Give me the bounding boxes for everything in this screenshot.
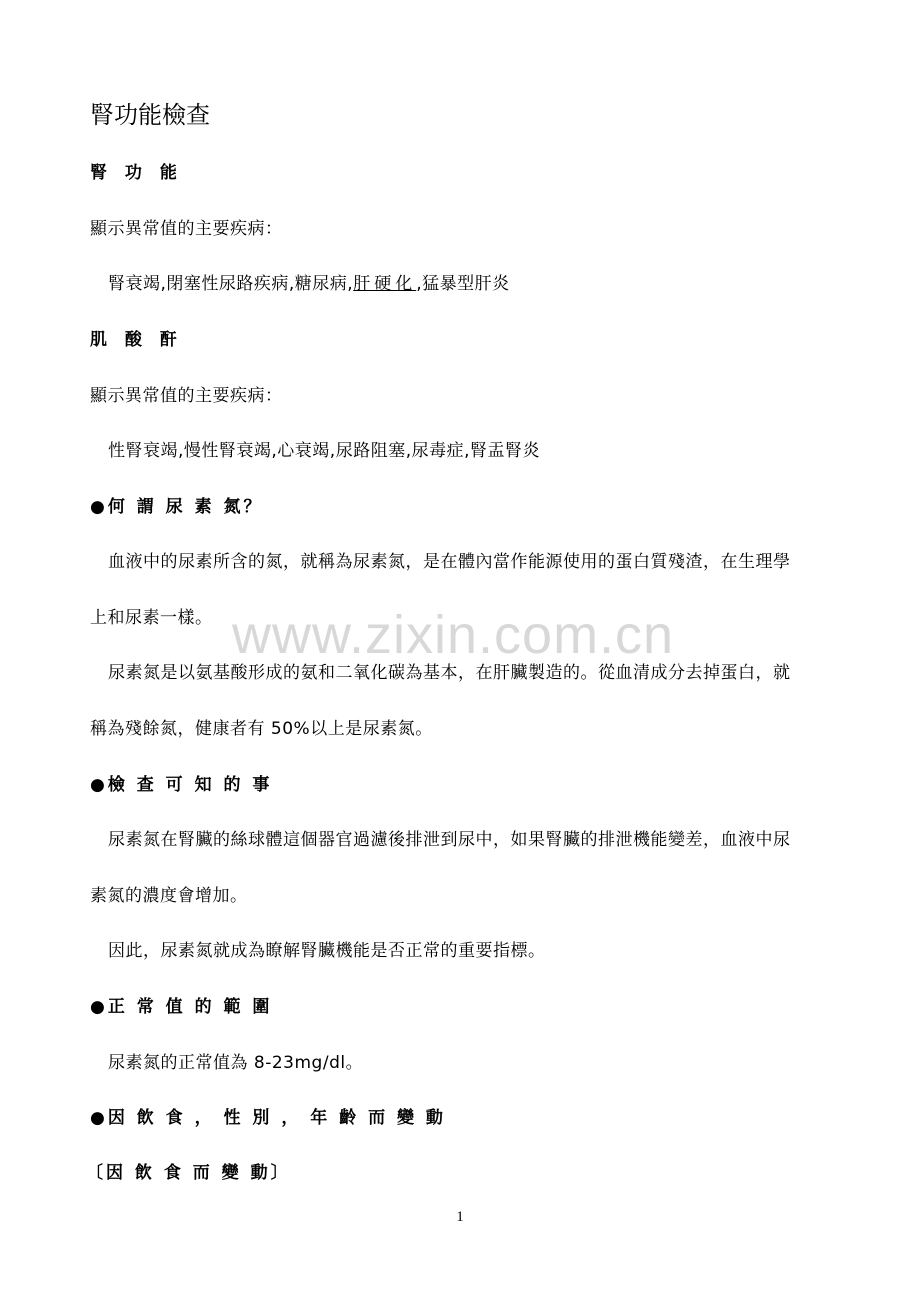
section-heading-kidney-function: 腎 功 能 xyxy=(90,163,183,183)
diseases-list-creatinine: 性腎衰竭,慢性腎衰竭,心衰竭,尿路阻塞,尿毒症,腎盂腎炎 xyxy=(108,441,541,461)
section-heading-what-is-bun: ●何 謂 尿 素 氮？ xyxy=(90,497,264,517)
watermark: www.zixin.com.cn xyxy=(232,605,675,665)
diseases-label: 顯示異常值的主要疾病： xyxy=(90,386,283,406)
paragraph-line: 尿素氮在腎臟的絲球體這個器官過濾後排泄到尿中，如果腎臟的排泄機能變差，血液中尿 xyxy=(108,830,791,850)
diseases-text: ,猛暴型肝炎 xyxy=(416,274,510,294)
paragraph-line: 稱為殘餘氮，健康者有 50%以上是尿素氮。 xyxy=(90,719,433,739)
diseases-text: 腎衰竭,閉塞性尿路疾病,糖尿病, xyxy=(108,274,354,294)
paragraph-line: 尿素氮是以氨基酸形成的氨和二氧化碳為基本，在肝臟製造的。從血清成分去掉蛋白，就 xyxy=(108,663,791,683)
diseases-label: 顯示異常值的主要疾病： xyxy=(90,219,283,239)
page-number: 1 xyxy=(456,1209,464,1225)
subheading-diet-variation: 〔因 飲 食 而 變 動〕 xyxy=(86,1163,291,1183)
underlined-term: 肝硬化 xyxy=(353,274,417,294)
section-heading-what-can-be-known: ●檢 查 可 知 的 事 xyxy=(90,775,273,795)
diseases-list-kidney xyxy=(108,274,510,294)
paragraph-line: 因此，尿素氮就成為瞭解腎臟機能是否正常的重要指標。 xyxy=(108,941,546,961)
paragraph-line: 血液中的尿素所含的氮，就稱為尿素氮，是在體內當作能源使用的蛋白質殘渣，在生理學 xyxy=(108,552,791,572)
section-heading-variation: ●因 飲 食 ， 性 別 ， 年 齡 而 變 動 xyxy=(90,1108,446,1128)
paragraph-line: 尿素氮的正常值為 8-23mg/dl。 xyxy=(108,1053,364,1073)
page-title: 腎功能檢查 xyxy=(90,101,210,129)
paragraph-line: 上和尿素一樣。 xyxy=(90,608,213,628)
section-heading-normal-range: ●正 常 值 的 範 圍 xyxy=(90,997,273,1017)
paragraph-line: 素氮的濃度會增加。 xyxy=(90,886,248,906)
section-heading-creatinine: 肌 酸 酐 xyxy=(90,330,183,350)
